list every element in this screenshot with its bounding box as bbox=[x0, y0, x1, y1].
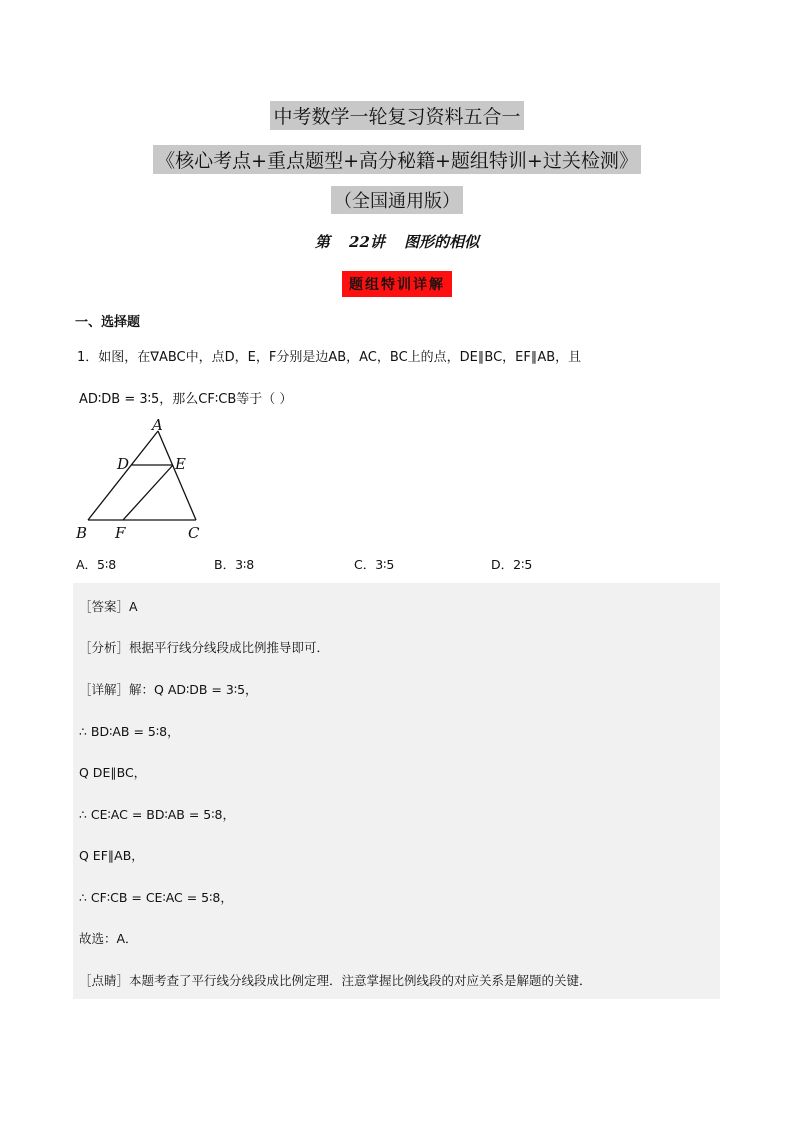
document-title: 中考数学一轮复习资料五合一 bbox=[0, 101, 794, 130]
question-text-line1: 1．如图，在∇ABC中，点D，E，F分别是边AB，AC，BC上的点，DE∥BC，EF∥AB，且 bbox=[77, 350, 582, 365]
solution-comment: ［点睛］本题考查了平行线分线段成比例定理．注意掌握比例线段的对应关系是解题的关键． bbox=[79, 973, 592, 988]
solution-analysis: ［分析］根据平行线分线段成比例推导即可． bbox=[79, 640, 330, 655]
label-c: C bbox=[188, 524, 200, 542]
document-edition: （全国通用版） bbox=[0, 186, 794, 214]
label-a: A bbox=[152, 416, 163, 434]
section-heading: 一、选择题 bbox=[75, 315, 141, 330]
solution-step-4: Q EF∥AB， bbox=[79, 848, 144, 863]
label-e: E bbox=[175, 455, 186, 473]
lecture-title: 第 22讲 图形的相似 bbox=[314, 233, 480, 251]
label-d: D bbox=[117, 455, 130, 473]
solution-step-2: Q DE∥BC， bbox=[79, 765, 147, 780]
segment-ef bbox=[123, 465, 173, 520]
question-text-line2: AD∶DB = 3∶5，那么CF∶CB等于（ ） bbox=[79, 392, 293, 407]
option-d: D．2∶5 bbox=[491, 557, 533, 572]
option-a: A．5∶8 bbox=[76, 557, 117, 572]
solution-step-5: ∴ CF∶CB = CE∶AC = 5∶8， bbox=[79, 890, 233, 905]
triangle-figure bbox=[72, 415, 212, 545]
solution-detail: ［详解］解：Q AD∶DB = 3∶5， bbox=[79, 682, 258, 697]
label-f: F bbox=[115, 524, 126, 542]
solution-step-1: ∴ BD∶AB = 5∶8， bbox=[79, 724, 180, 739]
side-ab bbox=[88, 431, 158, 520]
solution-choice: 故选：A． bbox=[79, 931, 138, 946]
solution-answer: ［答案］A bbox=[79, 599, 138, 614]
document-subtitle: 《核心考点+重点题型+高分秘籍+题组特训+过关检测》 bbox=[0, 145, 794, 174]
label-b: B bbox=[76, 524, 88, 542]
solution-step-3: ∴ CE∶AC = BD∶AB = 5∶8， bbox=[79, 807, 235, 822]
section-badge: 题组特训详解 bbox=[0, 271, 794, 297]
option-c: C．3∶5 bbox=[354, 557, 395, 572]
option-b: B．3∶8 bbox=[214, 557, 255, 572]
